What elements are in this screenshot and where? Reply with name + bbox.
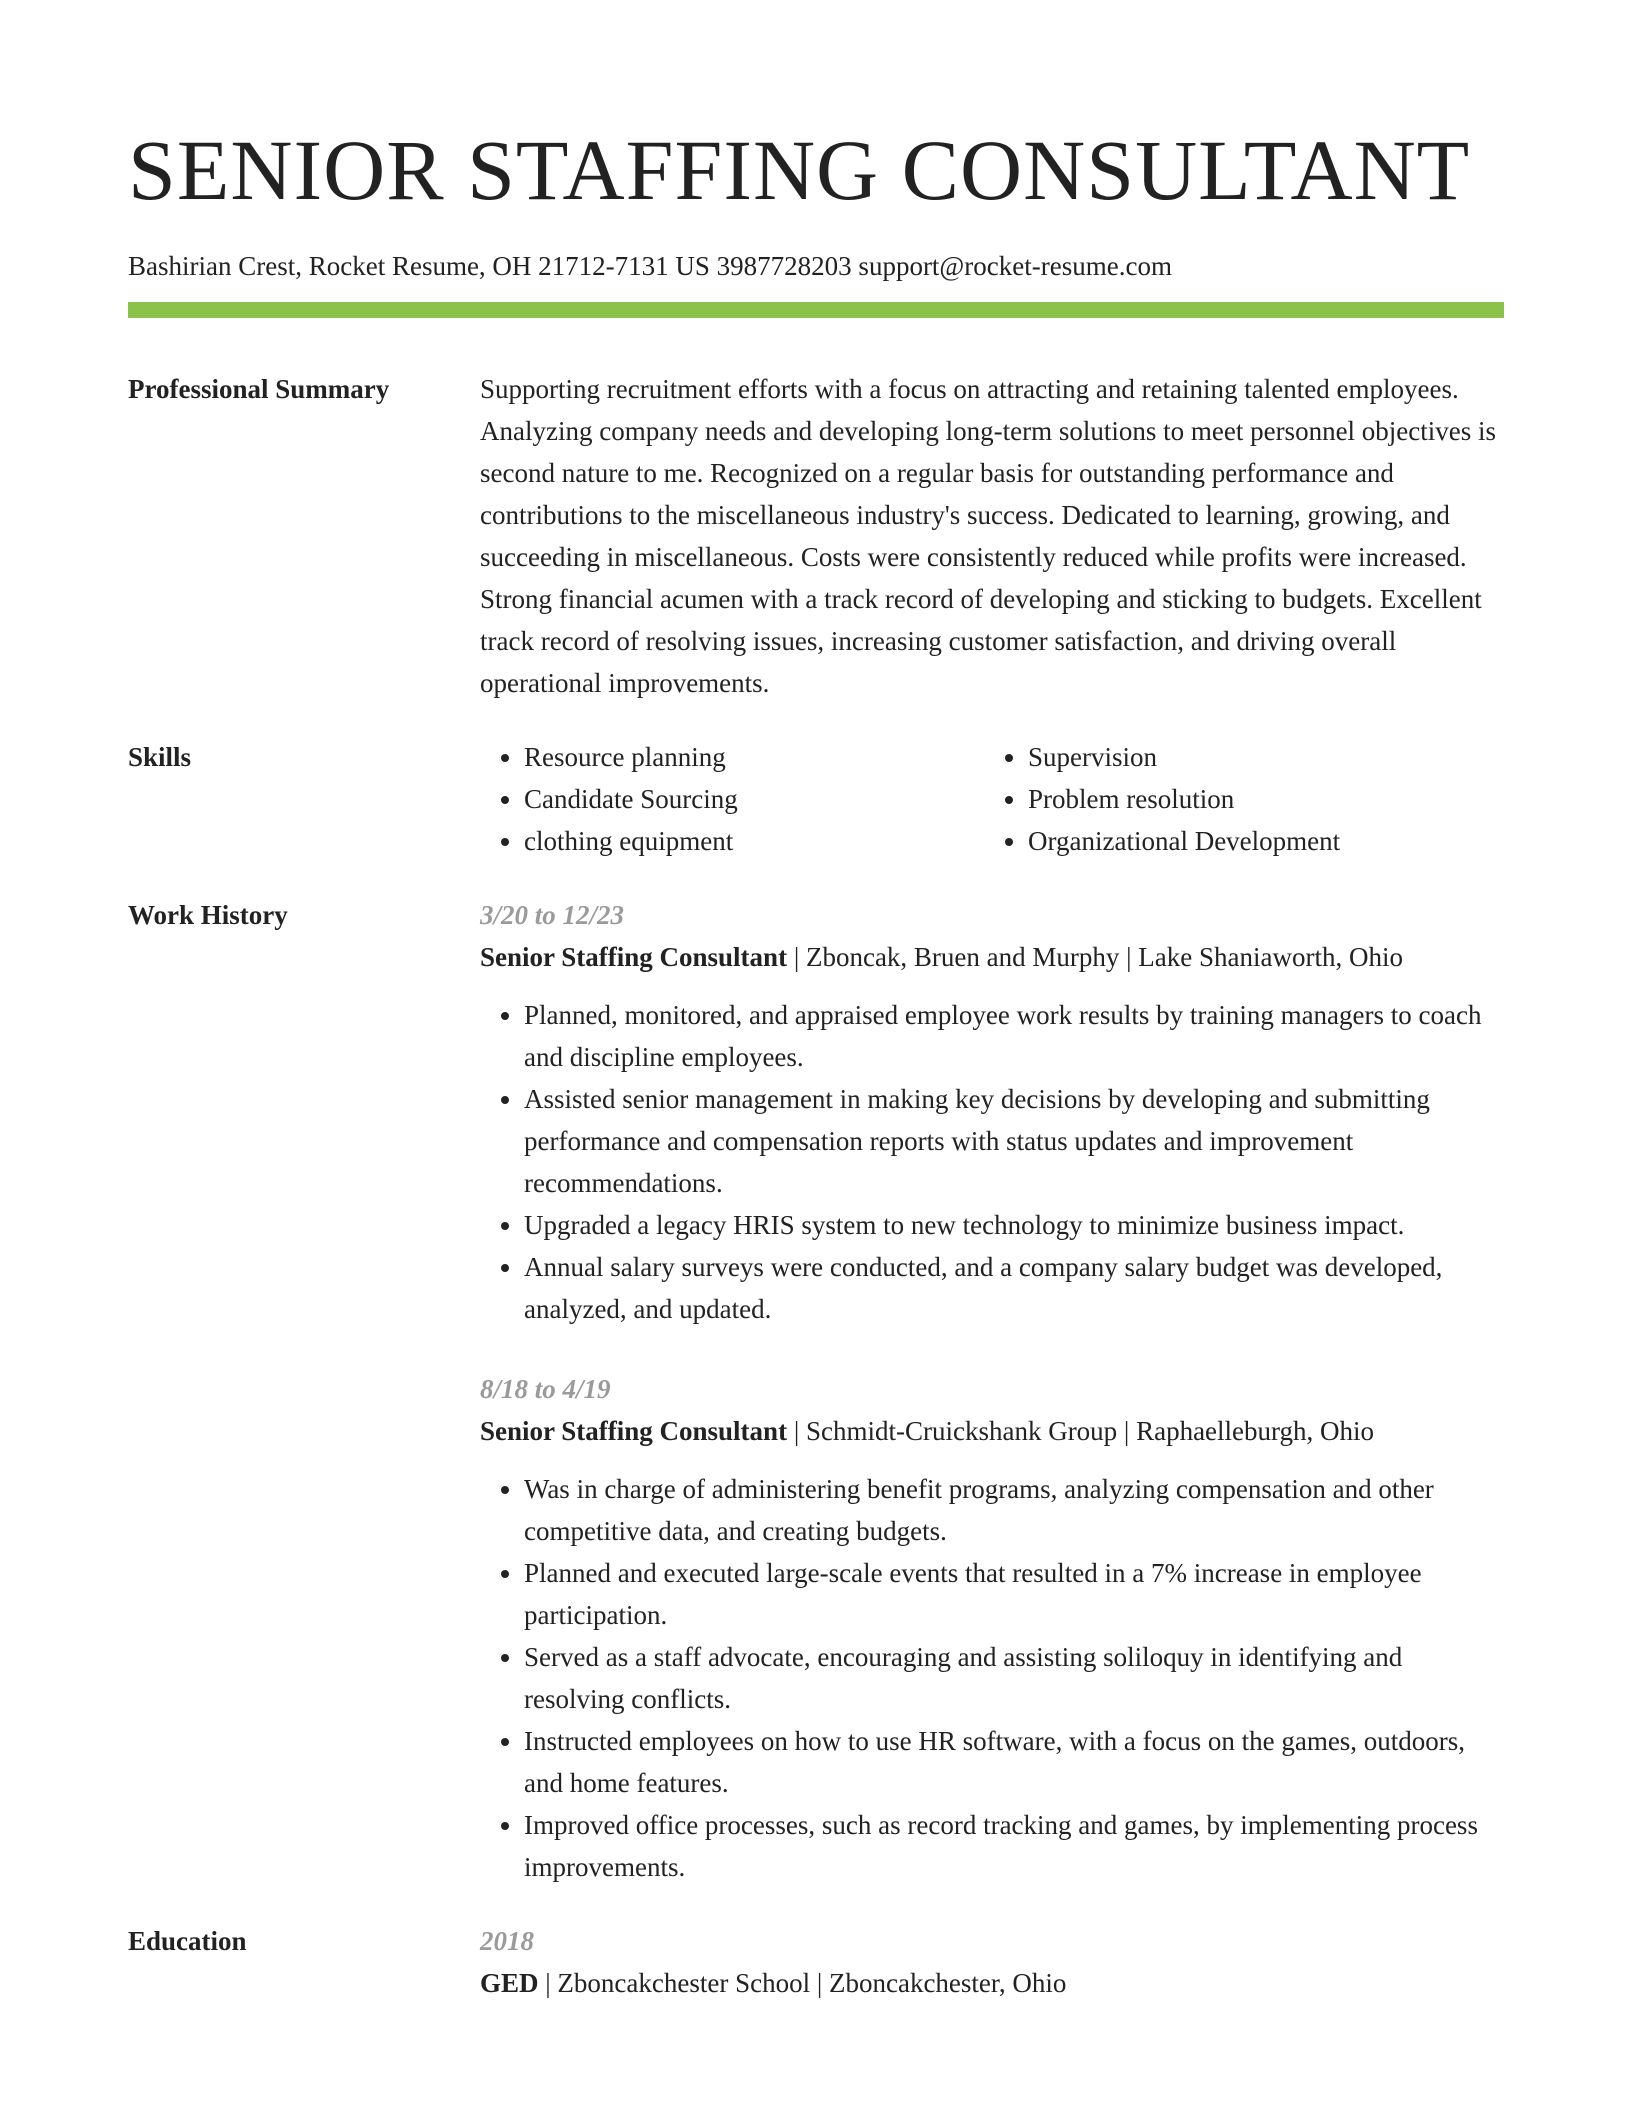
skill-item: • Resource planning xyxy=(524,736,984,778)
job-bullet: • Served as a staff advocate, encouraging and assisting soliloquy in identifying and resolving conflicts. xyxy=(524,1636,1504,1720)
summary-heading: Professional Summary xyxy=(128,374,390,404)
education-date: 2018 xyxy=(480,1926,534,1956)
job-title: Senior Staffing Consultant xyxy=(480,942,788,972)
contact-info: Bashirian Crest, Rocket Resume, OH 21712-7131 US 3987728203 support@rocket-resume.com xyxy=(128,251,1172,281)
job-heading xyxy=(480,1410,1504,1452)
job-bullet: • Planned and executed large-scale events that resulted in a 7% increase in employee participation. xyxy=(524,1552,1504,1636)
job-bullet: • Instructed employees on how to use HR software, with a focus on the games, outdoors, and home features. xyxy=(524,1720,1504,1804)
job-bullets xyxy=(480,994,1504,1330)
skill-item: • Problem resolution xyxy=(1028,778,1488,820)
skill-item: • Supervision xyxy=(1028,736,1488,778)
skill-item: • Candidate Sourcing xyxy=(524,778,984,820)
skill-item: • clothing equipment xyxy=(524,820,984,862)
job-details: | Schmidt-Cruickshank Group | Raphaelleburgh, Ohio xyxy=(787,1416,1375,1446)
education-degree: GED xyxy=(480,1968,539,1998)
education-heading: Education xyxy=(128,1926,247,1956)
work-history-list xyxy=(480,894,1504,1888)
education-details: | Zboncakchester School | Zboncakchester, Ohio xyxy=(538,1968,1067,1998)
job-dates: 3/20 to 12/23 xyxy=(480,900,625,930)
job-bullet: • Planned, monitored, and appraised employee work results by training managers to coach and discipline employees. xyxy=(524,994,1504,1078)
education-entry xyxy=(480,1920,1504,2004)
job-bullet: • Assisted senior management in making key decisions by developing and submitting performance and compensation reports with status updates and improvement recommendations. xyxy=(524,1078,1504,1204)
job-entry xyxy=(480,894,1504,1330)
summary-text: Supporting recruitment efforts with a focus on attracting and retaining talented employees. Analyzing company needs and developing long-term solutions to meet personnel objectives is second nature to me. Recognized on a regular basis for outstanding performance and contributions to the miscellaneous industry's success. Dedicated to learning, growing, and succeeding in miscellaneous. Costs were consistently reduced while profits were increased. Strong financial acumen with a track record of developing and sticking to budgets. Excellent track record of resolving issues, increasing customer satisfaction, and driving overall operational improvements. xyxy=(480,374,1497,698)
summary-section xyxy=(128,368,1504,704)
job-bullets xyxy=(480,1468,1504,1888)
header-divider xyxy=(128,302,1504,318)
job-title: Senior Staffing Consultant xyxy=(480,1416,788,1446)
job-entry xyxy=(480,1368,1504,1888)
skills-heading: Skills xyxy=(128,742,192,772)
job-heading xyxy=(480,936,1504,978)
work-history-section xyxy=(128,894,1504,1888)
education-section xyxy=(128,1920,1504,2004)
job-bullet: • Improved office processes, such as record tracking and games, by implementing process improvements. xyxy=(524,1804,1504,1888)
job-bullet: • Was in charge of administering benefit programs, analyzing compensation and other competitive data, and creating budgets. xyxy=(524,1468,1504,1552)
skills-section xyxy=(128,736,1504,862)
job-dates: 8/18 to 4/19 xyxy=(480,1374,611,1404)
education-heading-line xyxy=(480,1962,1504,2004)
resume-title: SENIOR STAFFING CONSULTANT xyxy=(128,122,1471,218)
job-bullet: • Annual salary surveys were conducted, and a company salary budget was developed, analyzed, and updated. xyxy=(524,1246,1504,1330)
work-history-heading: Work History xyxy=(128,900,288,930)
skill-item: • Organizational Development xyxy=(1028,820,1488,862)
job-details: | Zboncak, Bruen and Murphy | Lake Shaniaworth, Ohio xyxy=(787,942,1403,972)
job-bullet: • Upgraded a legacy HRIS system to new technology to minimize business impact. xyxy=(524,1204,1504,1246)
skills-list xyxy=(480,736,1504,862)
skills-column-right xyxy=(984,736,1488,862)
skills-column-left xyxy=(480,736,984,862)
